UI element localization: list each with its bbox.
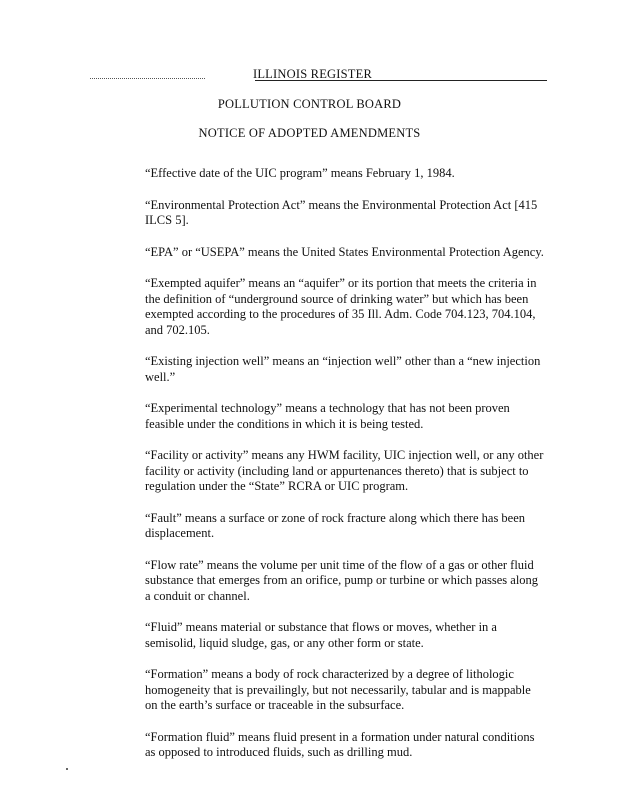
definition-paragraph: “Facility or activity” means any HWM facility, UIC injection well, or any other facility or activity (including land or appurtenances thereto) that is subject to regulation under the “State” RCRA or UIC program. (145, 448, 544, 493)
definition-paragraph: “Fault” means a surface or zone of rock fracture along which there has been displacement. (145, 510, 526, 540)
definition-paragraph: “Experimental technology” means a technology that has not been proven feasible under the conditions in which it is being tested. (145, 401, 510, 431)
register-title (0, 67, 619, 82)
definition-paragraph: “Exempted aquifer” means an “aquifer” or its portion that meets the criteria in the definition of “underground source of drinking water” but which has been exempted according to the procedures of 35 Ill. Adm. Code 704.123, 704.104, and 702.105. (145, 276, 537, 337)
notice-title: NOTICE OF ADOPTED AMENDMENTS (198, 126, 421, 140)
definition-paragraph: “Formation” means a body of rock characterized by a degree of lithologic homogeneity that is prevailingly, but not necessarily, tabular and is mappable on the earth’s surface or traceable in the subsurface. (145, 667, 531, 712)
definition-paragraph: “EPA” or “USEPA” means the United States Environmental Protection Agency. (145, 244, 544, 259)
definition-paragraph: “Formation fluid” means fluid present in a formation under natural conditions as opposed to introduced fluids, such as drilling mud. (145, 729, 535, 759)
definitions-body (145, 166, 545, 777)
definition-paragraph: “Flow rate” means the volume per unit time of the flow of a gas or other fluid substance that emerges from an orifice, pump or turbine or which passes along a conduit or channel. (145, 557, 539, 603)
definition-paragraph: “Existing injection well” means an “injection well” other than a “new injection well.” (145, 354, 541, 384)
definition-paragraph: “Effective date of the UIC program” means February 1, 1984. (145, 166, 455, 180)
register-title-text: ILLINOIS REGISTER (252, 67, 372, 81)
definition-paragraph: “Environmental Protection Act” means the Environmental Protection Act [415 ILCS 5]. (145, 197, 538, 227)
definition-paragraph: “Fluid” means material or substance that flows or moves, whether in a semisolid, liquid sludge, gas, or any other form or state. (145, 620, 497, 650)
board-title: POLLUTION CONTROL BOARD (217, 97, 402, 111)
scan-speck (66, 768, 68, 770)
